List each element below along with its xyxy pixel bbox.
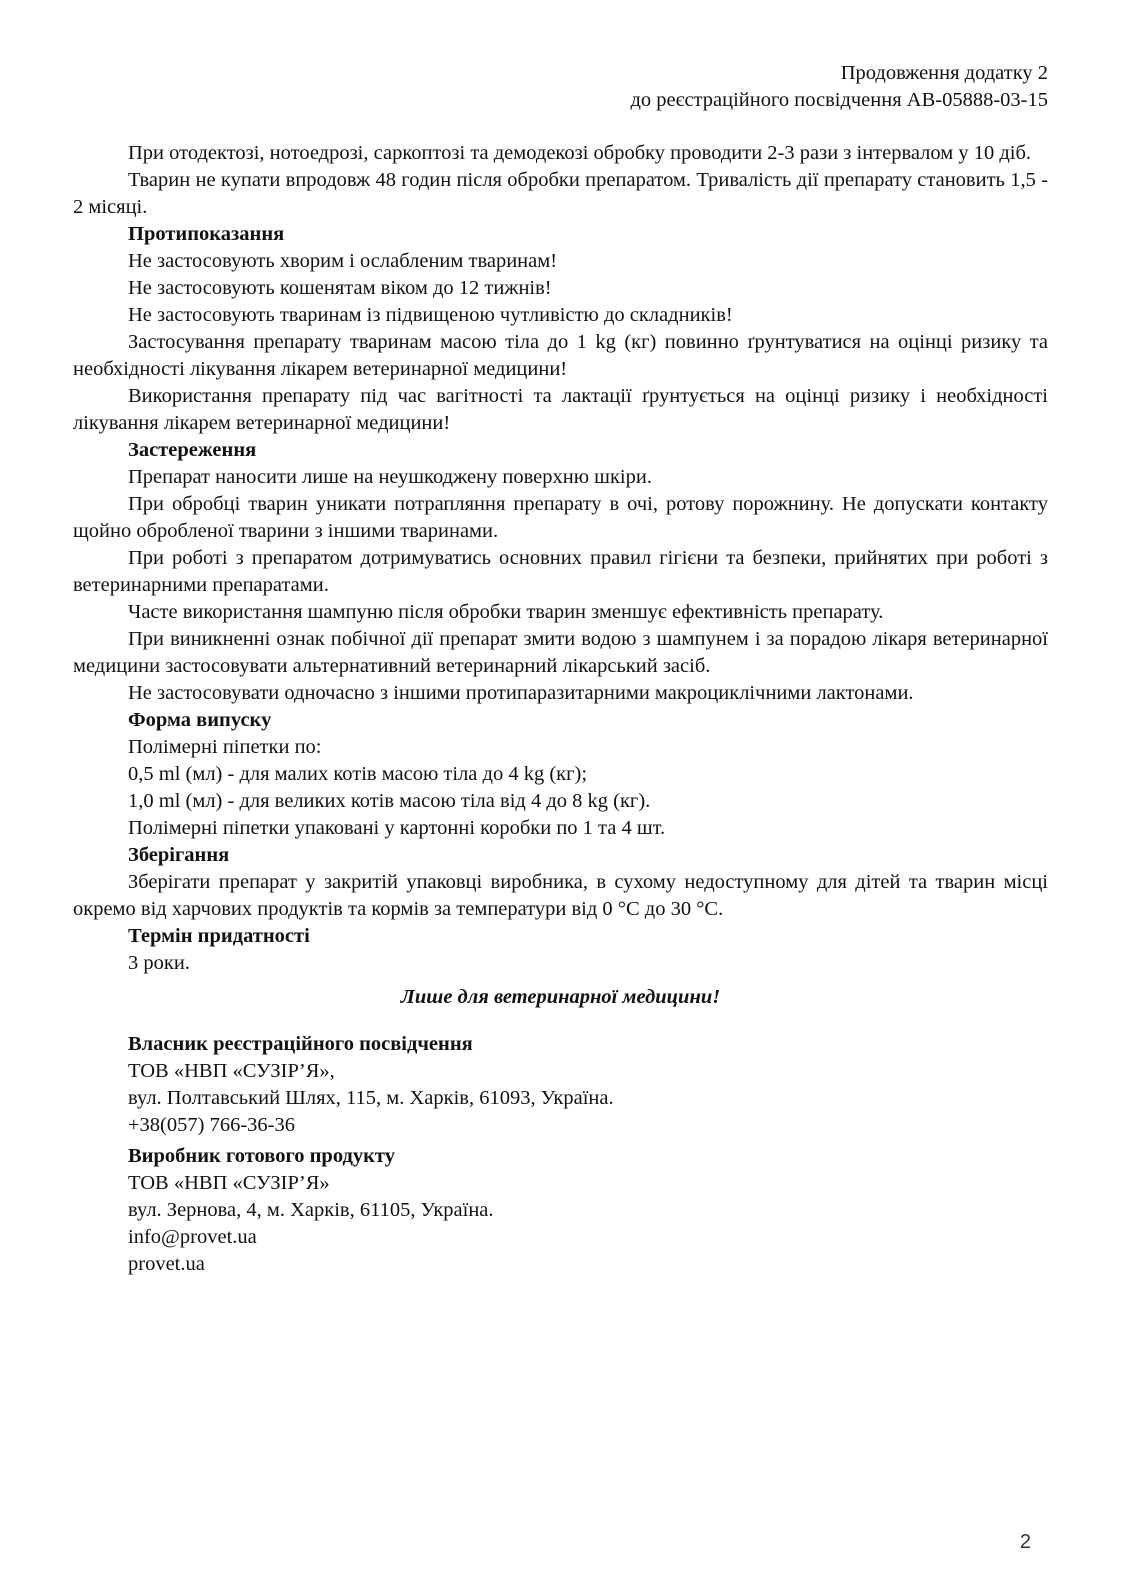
section-heading-warnings: Застереження (128, 439, 257, 461)
section-heading-contraindications: Протипоказання (128, 223, 285, 245)
paragraph: Не застосовують тваринам із підвищеною чутливістю до складників! (128, 304, 733, 326)
header-line-1: Продовження додатку 2 (840, 62, 1048, 84)
release-form-line: 0,5 ml (мл) - для малих котів масою тіла до 4 kg (кг); (128, 763, 588, 785)
veterinary-only-notice: Лише для ветеринарної медицини! (400, 986, 721, 1008)
document-body (73, 140, 1048, 1278)
paragraph: Не застосовують кошенятам віком до 12 тижнів! (128, 277, 552, 299)
paragraph: Часте використання шампуню після обробки тварин зменшує ефективність препарату. (128, 601, 884, 623)
owner-name: ТОВ «НВП «СУЗІР’Я», (128, 1060, 335, 1082)
shelf-life-text: 3 роки. (128, 952, 190, 974)
release-form-line: Полімерні піпетки по: (128, 736, 322, 758)
header-line-2: до реєстраційного посвідчення АВ-05888-03-15 (630, 89, 1048, 111)
paragraph: Тварин не купати впродовж 48 годин після обробки препаратом. Тривалість дії препарату становить 1,5 - 2 місяці. (73, 169, 1048, 218)
manufacturer-email: info@provet.ua (128, 1226, 257, 1248)
release-form-line: Полімерні піпетки упаковані у картонні коробки по 1 та 4 шт. (128, 817, 666, 839)
section-heading-manufacturer: Виробник готового продукту (128, 1145, 395, 1167)
page-number: 2 (1019, 1531, 1031, 1553)
manufacturer-name: ТОВ «НВП «СУЗІР’Я» (128, 1172, 330, 1194)
section-heading-release-form: Форма випуску (128, 709, 272, 731)
paragraph: При роботі з препаратом дотримуватись основних правил гігієни та безпеки, прийнятих при роботі з ветеринарними препаратами. (73, 547, 1048, 596)
paragraph: Застосування препарату тваринам масою тіла до 1 kg (кг) повинно ґрунтуватися на оцінці ризику та необхідності лікування лікарем ветеринарної медицини! (73, 331, 1048, 380)
section-heading-shelf-life: Термін придатності (128, 925, 310, 947)
release-form-line: 1,0 ml (мл) - для великих котів масою тіла від 4 до 8 kg (кг). (128, 790, 651, 812)
page-header (631, 60, 1049, 114)
manufacturer-website: provet.ua (128, 1253, 205, 1275)
paragraph: Зберігати препарат у закритій упаковці виробника, в сухому недоступному для дітей та тварин місці окремо від харчових продуктів та кормів за температури від 0 °С до 30 °С. (73, 871, 1048, 920)
paragraph: Використання препарату під час вагітності та лактації ґрунтується на оцінці ризику і необхідності лікування лікарем ветеринарної медицини! (73, 385, 1048, 434)
manufacturer-address: вул. Зернова, 4, м. Харків, 61105, Україна. (128, 1199, 494, 1221)
section-heading-storage: Зберігання (128, 844, 230, 866)
paragraph: Не застосовувати одночасно з іншими протипаразитарними макроциклічними лактонами. (128, 682, 914, 704)
owner-phone: +38(057) 766-36-36 (128, 1114, 295, 1136)
paragraph: Препарат наносити лише на неушкоджену поверхню шкіри. (128, 466, 652, 488)
paragraph: Не застосовують хворим і ослабленим тваринам! (128, 250, 558, 272)
paragraph: При обробці тварин уникати потрапляння препарату в очі, ротову порожнину. Не допускати контакту щойно обробленої тварини з іншими тваринами. (73, 493, 1048, 542)
section-heading-owner: Власник реєстраційного посвідчення (128, 1033, 473, 1055)
paragraph: При отодектозі, нотоедрозі, саркоптозі та демодекозі обробку проводити 2-3 рази з інтервалом у 10 діб. (128, 142, 1032, 164)
paragraph: При виникненні ознак побічної дії препарат змити водою з шампунем і за порадою лікаря ветеринарної медицини застосовувати альтернативний ветеринарний лікарський засіб. (73, 628, 1048, 677)
owner-address: вул. Полтавський Шлях, 115, м. Харків, 61093, Україна. (128, 1087, 614, 1109)
